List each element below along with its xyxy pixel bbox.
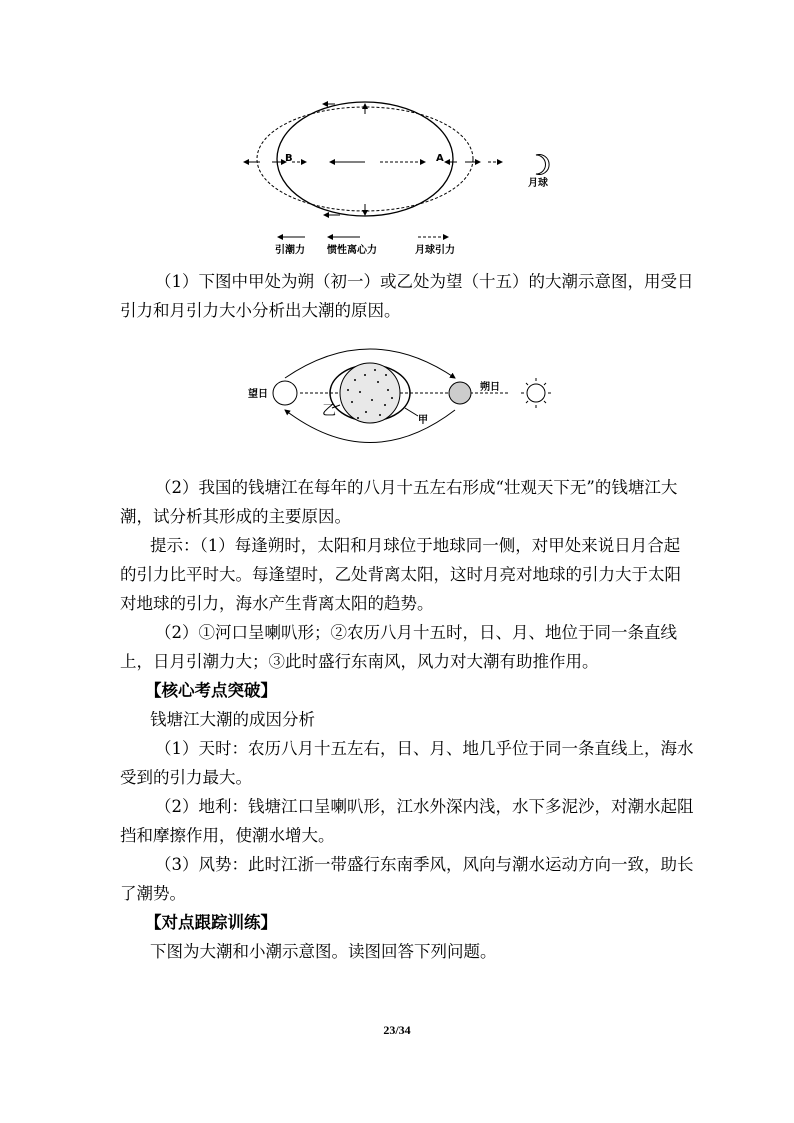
hint-line-1: 提示：（1）每逢朔时，太阳和月球位于地球同一侧，对甲处来说日月合起 bbox=[150, 536, 681, 555]
point-a-label: A bbox=[436, 153, 444, 164]
section-practice-heading: 【对点跟踪训练】 bbox=[145, 913, 277, 932]
core-line-5: （3）风势：此时江浙一带盛行东南季风，风向与潮水运动方向一致，助长 bbox=[155, 855, 694, 874]
legend-moon-gravity: 月球引力 bbox=[415, 245, 455, 256]
core-line-2: 受到的引力最大。 bbox=[120, 768, 252, 787]
moon-label: 月球 bbox=[528, 178, 548, 189]
earth bbox=[340, 363, 400, 423]
hint-line-5: 上，日月引潮力大；③此时盛行东南风，风力对大潮有助推作用。 bbox=[120, 652, 599, 671]
core-line-4: 挡和摩擦作用，使潮水增大。 bbox=[120, 826, 335, 845]
sun-icon bbox=[521, 378, 551, 408]
spring-tide-diagram bbox=[240, 330, 560, 460]
core-line-1: （1）天时：农历八月十五左右，日、月、地几乎位于同一条直线上，海水 bbox=[155, 739, 694, 758]
core-line-3: （2）地利：钱塘江口呈喇叭形，江水外深内浅，水下多泥沙，对潮水起阻 bbox=[155, 797, 694, 816]
moon-icon bbox=[536, 155, 549, 175]
new-moon bbox=[449, 382, 471, 404]
full-moon bbox=[273, 381, 297, 405]
legend-centrifugal-force: 惯性离心力 bbox=[327, 245, 377, 256]
earth-circle bbox=[277, 102, 453, 216]
hint-line-3: 对地球的引力，海水产生背离太阳的趋势。 bbox=[120, 594, 434, 613]
core-title: 钱塘江大潮的成因分析 bbox=[150, 710, 315, 729]
practice-intro: 下图为大潮和小潮示意图。读图回答下列问题。 bbox=[150, 942, 497, 961]
question-2-line-1: （2）我国的钱塘江在每年的八月十五左右形成“壮观天下无”的钱塘江大 bbox=[155, 478, 678, 497]
page-number: 23/34 bbox=[383, 1023, 411, 1037]
question-2-line-2: 潮，试分析其形成的主要原因。 bbox=[120, 507, 351, 526]
full-moon-label: 望日 bbox=[248, 389, 268, 400]
tidal-force-diagram bbox=[230, 92, 560, 262]
core-line-6: 了潮势。 bbox=[120, 884, 186, 903]
point-b-label: B bbox=[285, 153, 293, 164]
new-moon-label: 朔日 bbox=[480, 382, 500, 393]
question-1-line-1: （1）下图中甲处为朔（初一）或乙处为望（十五）的大潮示意图，用受日 bbox=[155, 272, 694, 291]
hint-line-4: （2）①河口呈喇叭形；②农历八月十五时，日、月、地位于同一条直线 bbox=[155, 623, 677, 642]
question-1-line-2: 引力和月引力大小分析出大潮的原因。 bbox=[120, 301, 401, 320]
legend-tidal-force: 引潮力 bbox=[275, 245, 305, 256]
hint-line-2: 的引力比平时大。每逢望时，乙处背离太阳，这时月亮对地球的引力大于太阳 bbox=[120, 565, 681, 584]
point-jia-label: 甲 bbox=[418, 415, 428, 426]
point-yi-label: 乙 bbox=[322, 403, 336, 419]
section-core-heading: 【核心考点突破】 bbox=[145, 681, 277, 700]
